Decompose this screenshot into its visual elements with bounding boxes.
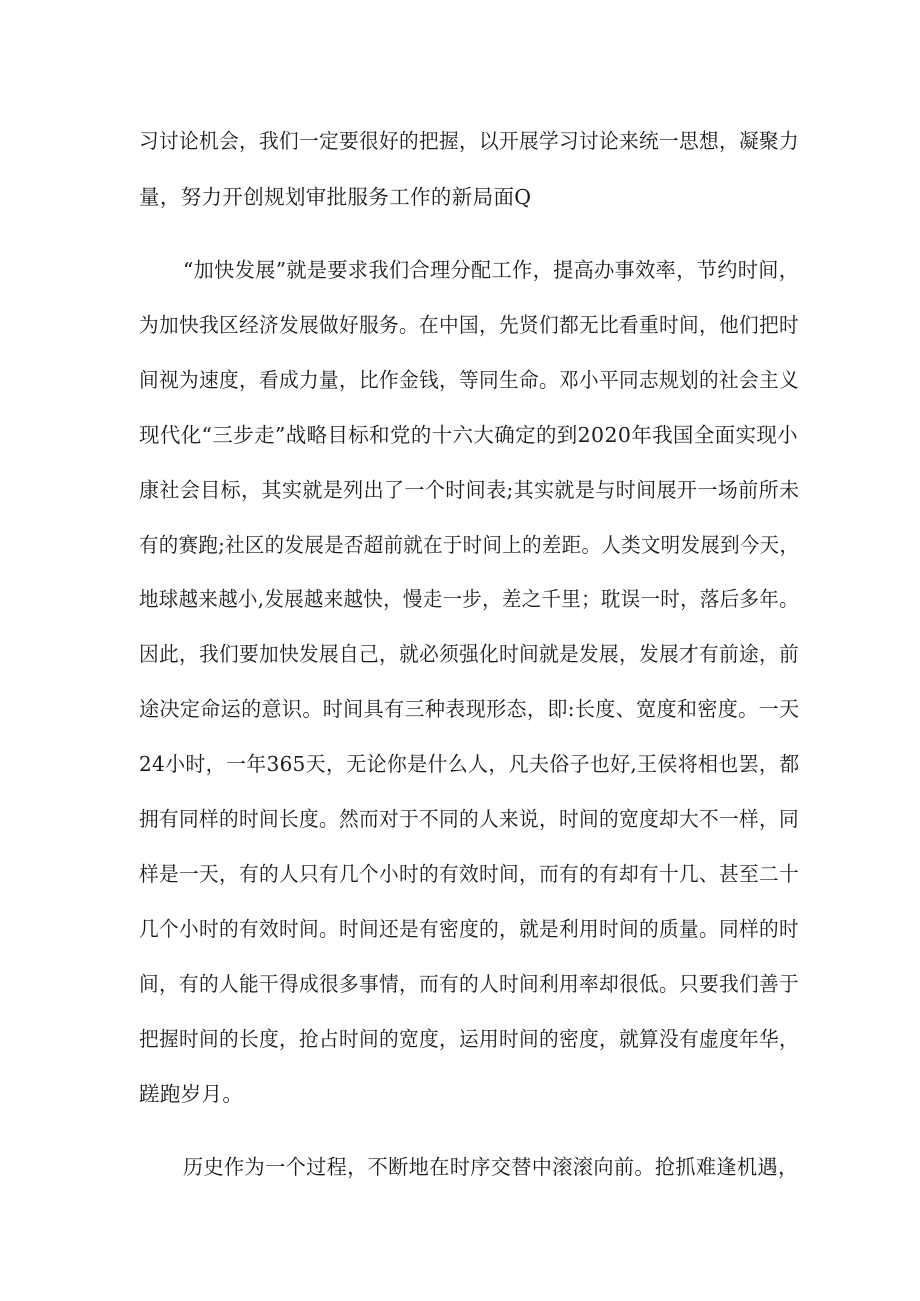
paragraph-2-line-11: 拥有同样的时间长度。然而对于不同的人来说，时间的宽度却大不一样，同 (139, 807, 800, 831)
paragraph-2-line-5: 康社会目标，其实就是列出了一个时间表;其实就是与时间展开一场前所未 (139, 478, 800, 502)
paragraph-2-line-13: 几个小时的有效时间。时间还是有密度的，就是利用时间的质量。同样的时 (139, 917, 800, 941)
paragraph-2-line-4: 现代化“三步走”战略目标和党的十六大确定的到2020年我国全面实现小 (139, 423, 799, 447)
paragraph-2-line-15: 把握时间的长度，抢占时间的宽度，运用时间的密度，就算没有虚度年华， (139, 1027, 800, 1051)
paragraph-2-line-7: 地球越来越小,发展越来越快，慢走一步，差之千里；耽误一时，落后多年。 (139, 587, 799, 611)
paragraph-2-line-2: 为加快我区经济发展做好服务。在中国，先贤们都无比看重时间，他们把时 (139, 313, 800, 337)
paragraph-2-line-1: “加快发展”就是要求我们合理分配工作，提高办事效率，节约时间， (183, 258, 800, 282)
paragraph-2-line-10: 24小时，一年365天，无论你是什么人，凡夫俗子也好,王侯将相也罢，都 (139, 752, 800, 776)
paragraph-2-line-12: 样是一天，有的人只有几个小时的有效时间，而有的有却有十几、甚至二十 (139, 862, 800, 886)
paragraph-2-line-16: 蹉跑岁月。 (139, 1082, 244, 1106)
paragraph-2-line-14: 间，有的人能干得成很多事情，而有的人时间利用率却很低。只要我们善于 (139, 972, 800, 996)
paragraph-1-line-2: 量，努力开创规划审批服务工作的新局面Q (139, 185, 532, 209)
paragraph-2-line-8: 因此，我们要加快发展自己，就必须强化时间就是发展，发展才有前途，前 (139, 642, 800, 666)
paragraph-2-line-3: 间视为速度，看成力量，比作金钱，等同生命。邓小平同志规划的社会主义 (139, 368, 800, 392)
paragraph-3-line-1: 历史作为一个过程，不断地在时序交替中滚滚向前。抢抓难逢机遇， (183, 1155, 799, 1179)
paragraph-1-line-1: 习讨论机会，我们一定要很好的把握，以开展学习讨论来统一思想，凝聚力 (139, 129, 800, 153)
paragraph-2-line-6: 有的赛跑;社区的发展是否超前就在于时间上的差距。人类文明发展到今天， (139, 533, 800, 557)
paragraph-2-line-9: 途决定命运的意识。时间具有三种表现形态，即:长度、宽度和密度。一天 (139, 697, 800, 721)
